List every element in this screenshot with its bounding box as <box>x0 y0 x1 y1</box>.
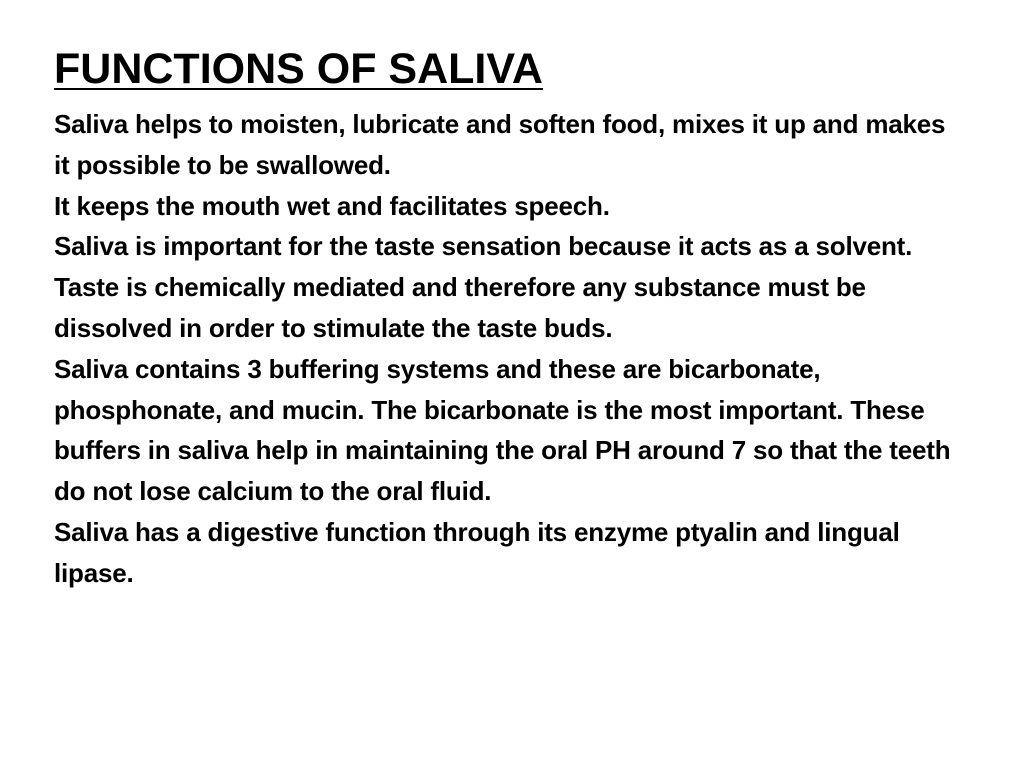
slide-title: FUNCTIONS OF SALIVA <box>54 45 543 93</box>
paragraph-mouth-wet-speech: It keeps the mouth wet and facilitates speech. <box>54 190 610 221</box>
paragraph-digestive-function: Saliva has a digestive function through its enzyme ptyalin and lingual lipase. <box>54 516 900 588</box>
slide-content <box>54 42 954 594</box>
paragraph-taste-sensation: Saliva is important for the taste sensation because it acts as a solvent. Taste is chemically mediated and therefore any substance must be dissolved in order to stimulate the taste buds. <box>54 231 913 343</box>
paragraph-moisten-food: Saliva helps to moisten, lubricate and soften food, mixes it up and makes it possible to be swallowed. <box>54 109 946 180</box>
paragraph-buffering-systems: Saliva contains 3 buffering systems and these are bicarbonate, phosphonate, and mucin. The bicarbonate is the most important. These buffers in saliva help in maintaining the oral PH around 7 so that the teeth do not lose calcium to the oral fluid. <box>54 353 951 507</box>
